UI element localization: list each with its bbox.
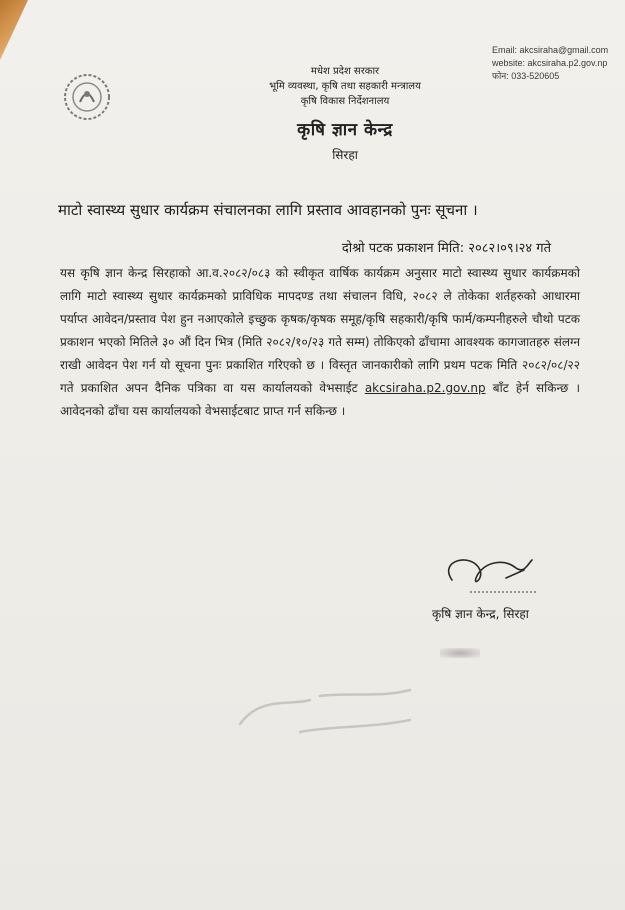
office-name: कृषि ज्ञान केन्द्र xyxy=(297,120,393,140)
faded-stamp-mark xyxy=(230,676,430,746)
district-name: सिरहा xyxy=(332,148,358,162)
body-text-part2: बाँट हेर्न सकिन्छ । आवेदनको ढाँचा यस कार्यालयको वेभसाईटबाट प्राप्त गर्न सकिन्छ । xyxy=(60,381,580,418)
corner-fold xyxy=(0,0,28,60)
publication-date: दोश्रो पटक प्रकाशन मिति: २०८२।०९।२४ गते xyxy=(341,241,551,256)
notice-subject: माटो स्वास्थ्य सुधार कार्यक्रम संचालनका लागि प्रस्ताव आवहानको पुनः सूचना । xyxy=(58,201,478,219)
ministry-line: भूमि व्यवस्था, कृषि तथा सहकारी मन्त्रालय xyxy=(269,81,421,92)
signature-block xyxy=(400,550,580,660)
contact-email: Email: akcsiraha@gmail.com xyxy=(492,45,609,55)
notice-body xyxy=(60,262,580,423)
body-text-part1: यस कृषि ज्ञान केन्द्र सिरहाको आ.व.२०८२/०८३ को स्वीकृत वार्षिक कार्यक्रम अनुसार माटो स्वास्थ्य सुधार कार्यक्रमको लागि माटो स्वास्थ्य सुधार कार्यक्रमको प्राविधिक मापदण्ड तथा संचालन विधि, २०८२ ले तोकेका शर्तहरुको आधारमा पर्याप्त आवेदन/प्रस्ताव पेश हुन नआएकोले इच्छुक कृषक/कृषक समूह/कृषि सहकारी/कृषि फार्म/कम्पनीहरुले चौथो पटक प्रकाशन भएको मितिले ३० औं दिन भित्र (मिति २०८२/१०/२३ गते सम्म) तोकिएको ढाँचामा आवश्यक कागजातहरु संलग्न राखी आवेदन पेश गर्न यो सूचना पुनः प्रकाशित गरिएको छ । विस्तृत जानकारीको लागि प्रथम पटक मिति २०८२/०८/२२ गते प्रकाशित अपन दैनिक पत्रिका वा यस कार्यालयको वेभसाईट xyxy=(60,266,580,395)
contact-phone: फोन: 033-520605 xyxy=(492,71,560,81)
directorate-line: कृषि विकास निर्देशनालय xyxy=(300,96,390,107)
signature-office: कृषि ज्ञान केन्द्र, सिरहा xyxy=(432,607,529,621)
website-link[interactable]: akcsiraha.p2.gov.np xyxy=(364,381,486,395)
contact-website: website: akcsiraha.p2.gov.np xyxy=(492,58,608,68)
contact-block xyxy=(492,44,608,83)
stamp-smudge xyxy=(440,648,480,658)
government-emblem-icon xyxy=(62,72,112,122)
government-line: मधेश प्रदेश सरकार xyxy=(310,66,380,77)
letterhead xyxy=(240,64,450,163)
signature-icon xyxy=(420,550,560,600)
